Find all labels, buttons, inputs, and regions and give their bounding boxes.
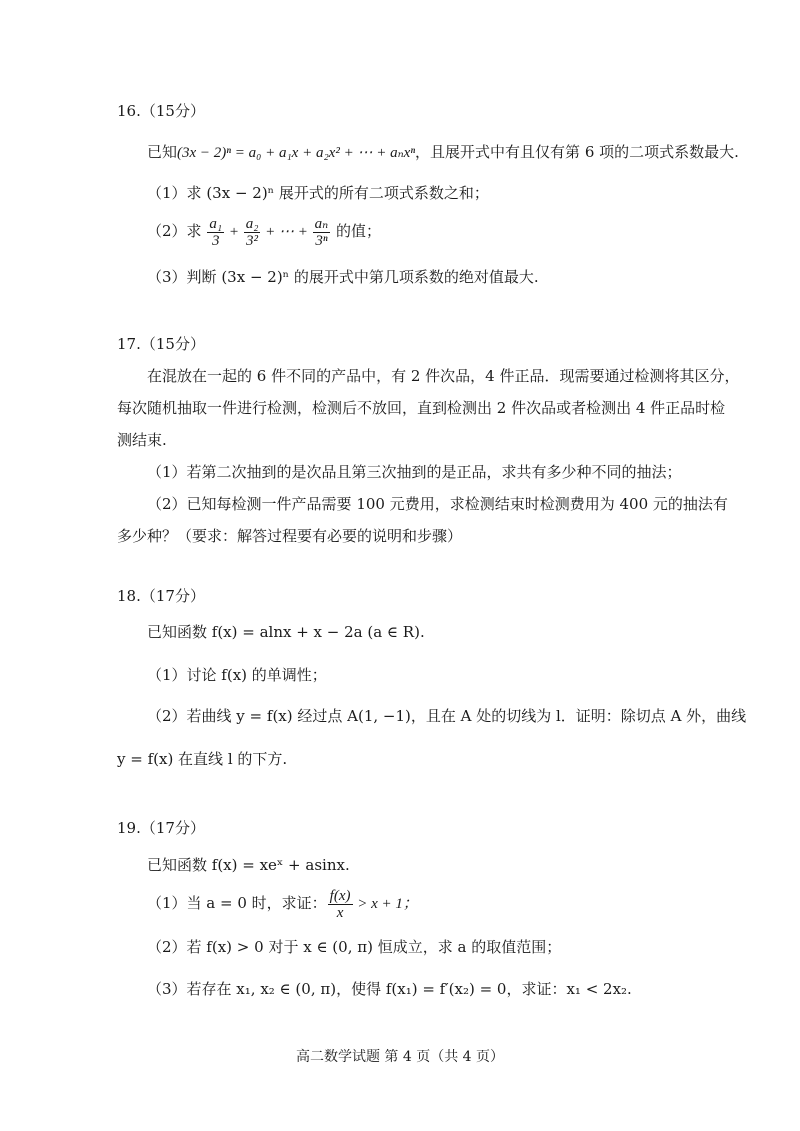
q18-part2-line1: （2）若曲线 y = f(x) 经过点 A(1, −1)，且在 A 处的切线为 l．证明：除切点 A 外，曲线: [147, 707, 747, 725]
q18-part2-line2: y = f(x) 在直线 l 的下方.: [117, 750, 288, 768]
q16-part2-plus: +: [225, 224, 243, 240]
q19-part1: [147, 886, 418, 921]
q16-stem-prefix: 已知: [147, 143, 178, 161]
q16-stem-text: ，且展开式中有且仅有第 6 项的二项式系数最大.: [415, 143, 739, 161]
q17-number: 17.（15分）: [117, 335, 205, 353]
q16-part1-text: 求 (3x − 2)ⁿ 展开式的所有二项式系数之和；: [186, 184, 489, 202]
q18-part1: （1）讨论 f(x) 的单调性；: [147, 666, 327, 684]
page-footer: 高二数学试题 第 4 页（共 4 页）: [295, 1049, 505, 1065]
q16-f3-den: 3ⁿ: [315, 232, 328, 249]
q16-part1: [147, 183, 489, 203]
q19-part3: （3）若存在 x₁, x₂ ∈ (0, π)，使得 f(x₁) = f′(x₂) = 0，求证：x₁ < 2x₂.: [147, 980, 632, 998]
q16-part3-text: 判断 (3x − 2)ⁿ 的展开式中第几项系数的绝对值最大.: [186, 268, 539, 286]
q17-line1: 在混放在一起的 6 件不同的产品中，有 2 件次品，4 件正品．现需要通过检测将其区分，: [147, 367, 740, 385]
q16-part2-label: （2）: [147, 222, 187, 240]
q17-line3: 测结束.: [117, 431, 167, 449]
q16-part2-fraction-2: [244, 216, 261, 249]
q16-f3-num: aₙ: [314, 215, 329, 232]
q17-part2-line2: 多少种？（要求：解答过程要有必要的说明和步骤）: [117, 527, 463, 545]
q16-stem: [147, 142, 739, 163]
q18-stem: 已知函数 f(x) = alnx + x − 2a (a ∈ R).: [147, 623, 425, 641]
q16-part2-mid: + ⋯ +: [261, 224, 312, 240]
q16-part2: [147, 214, 381, 249]
q16-part3-label: （3）: [147, 268, 187, 286]
q16-part2-prefix: 求: [186, 222, 202, 240]
q17-line2: 每次随机抽取一件进行检测，检测后不放回，直到检测出 2 件次品或者检测出 4 件正品时检: [117, 399, 726, 417]
q19-number: 19.（17分）: [117, 819, 205, 837]
q16-part2-fraction-3: [313, 216, 331, 249]
q19-p1-num: f(x): [329, 887, 351, 904]
q16-f2-num: a₂: [245, 215, 259, 232]
q16-number: 16.（15分）: [117, 102, 205, 120]
q16-f2-den: 3²: [246, 232, 259, 249]
q16-f1-den: 3: [211, 232, 220, 249]
q17-part2-line1: （2）已知每检测一件产品需要 100 元费用，求检测结束时检测费用为 400 元的抽法有: [147, 495, 728, 513]
q16-f1-num: a₁: [209, 215, 223, 232]
q19-part1-suffix: > x + 1；: [353, 896, 418, 912]
q17-part1: （1）若第二次抽到的是次品且第三次抽到的是正品，求共有多少种不同的抽法；: [147, 463, 682, 481]
q16-stem-formula: (3x − 2)ⁿ = a₀ + a₁x + a₂x² + ⋯ + aₙxⁿ: [177, 145, 416, 161]
q16-part1-label: （1）: [147, 184, 187, 202]
q19-stem: 已知函数 f(x) = xeˣ + asinx.: [147, 856, 350, 874]
q18-number: 18.（17分）: [117, 587, 205, 605]
q16-part2-fraction-1: [207, 216, 224, 249]
q19-p1-den: x: [336, 904, 344, 921]
q16-part2-suffix: 的值；: [331, 222, 382, 240]
q19-part2: （2）若 f(x) > 0 对于 x ∈ (0, π) 恒成立，求 a 的取值范围；: [147, 938, 562, 956]
q16-part3: [147, 267, 539, 287]
q19-part1-fraction: [328, 888, 353, 921]
q19-part1-prefix: （1）当 a = 0 时，求证：: [147, 894, 327, 912]
